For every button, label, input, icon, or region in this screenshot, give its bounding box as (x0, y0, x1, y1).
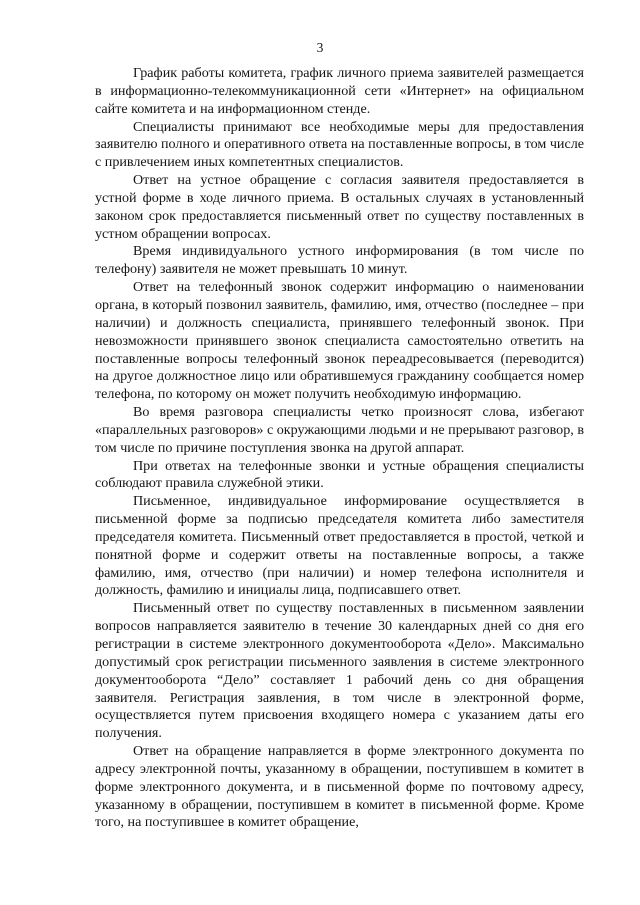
paragraph-oral-time-limit: Время индивидуального устного информирования (в том числе по телефону) заявителя не может превышать 10 минут. (95, 243, 584, 278)
paragraph-response-delivery: Ответ на обращение направляется в форме электронного документа по адресу электронной почты, указанному в обращении, поступившем в комитет в форме электронного документа, и в письменной форме по почтовому адресу, указанному в обращении, поступившем в комитет в письменной форме. Кроме того, на поступившее в комитет обращение, (95, 743, 584, 831)
document-body (95, 65, 584, 832)
paragraph-written-response-term: Письменный ответ по существу поставленных в письменном заявлении вопросов направляется заявителю в течение 30 календарных дней со дня его регистрации в системе электронного документооборота «Дело». Максимально допустимый срок регистрации письменного заявления в системе электронного документооборота “Дело” составляет 1 рабочий день со дня обращения заявителя. Регистрация заявления, в том числе в электронной форме, осуществляется путем присвоения входящего номера с указанием даты его получения. (95, 600, 584, 742)
paragraph-conversation-rules: Во время разговора специалисты четко произносят слова, избегают «параллельных разговоров» с окружающими людьми и не прерывают разговор, в том числе по причине поступления звонка на другой аппарат. (95, 404, 584, 456)
paragraph-schedule: График работы комитета, график личного приема заявителей размещается в информационно-телекоммуникационной сети «Интернет» на официальном сайте комитета и на информационном стенде. (95, 65, 584, 117)
paragraph-specialists-measures: Специалисты принимают все необходимые меры для предоставления заявителю полного и оперативного ответа на поставленные вопросы, в том числе с привлечением иных компетентных специалистов. (95, 118, 584, 171)
paragraph-ethics: При ответах на телефонные звонки и устные обращения специалисты соблюдают правила служебной этики. (95, 457, 584, 492)
paragraph-written-informing: Письменное, индивидуальное информирование осуществляется в письменной форме за подписью председателя комитета либо заместителя председателя комитета. Письменный ответ предоставляется в простой, четкой и понятной форме и содержит ответы на поставленные вопросы, а также фамилию, имя, отчество (при наличии) и номер телефона исполнителя и должность, фамилию и инициалы лица, подписавшего ответ. (95, 493, 584, 599)
page-number: 3 (316, 40, 324, 55)
paragraph-phone-response: Ответ на телефонный звонок содержит информацию о наименовании органа, в который позвонил заявитель, фамилию, имя, отчество (последнее – при наличии) и должность специалиста, принявшего телефонный звонок. При невозможности принявшего звонок специалиста самостоятельно ответить на поставленные вопросы телефонный звонок переадресовывается (переводится) на другое должностное лицо или обратившемуся гражданину сообщается номер телефона, по которому он может получить необходимую информацию. (95, 279, 584, 403)
paragraph-oral-response: Ответ на устное обращение с согласия заявителя предоставляется в устной форме в ходе личного приема. В остальных случаях в установленный законом срок предоставляется письменный ответ по существу поставленных в устном обращении вопросах. (95, 172, 584, 242)
